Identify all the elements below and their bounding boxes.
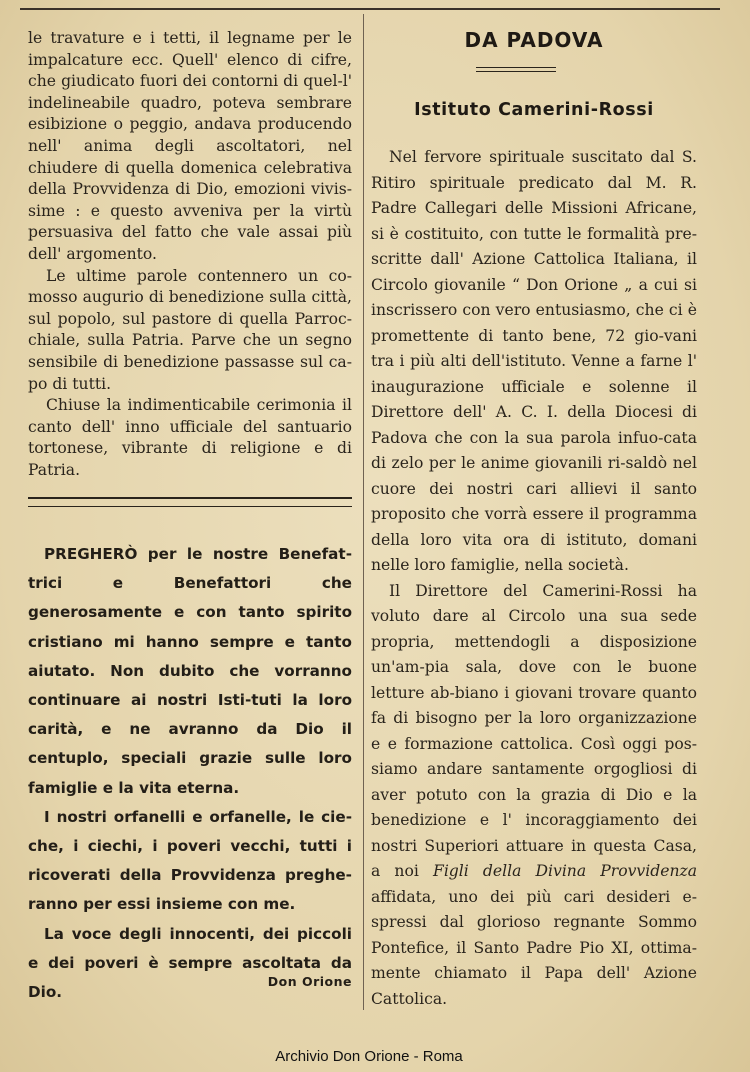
subheading: Istituto Camerini-Rossi xyxy=(414,100,654,120)
headline: DA PADOVA xyxy=(464,28,604,52)
article-paragraph-1: Nel fervore spirituale suscitato dal S. Ritiro spirituale predicato dal M. R. Padre Callegari delle Missioni Africane, si è costituito, con tutte le formalità pre-scritte dall' Azione Cattolica Italiana, il Circolo giovanile “ Don Orione „ a cui si inscrissero con vero entusiasmo, che ci è promettente di tanto bene, 72 gio-vani tra i più alti dell'istituto. Venne a farne l' inaugurazione ufficiale e solenne il Direttore dell' A. C. I. della Diocesi di Padova che con la sua parola infuo-cata di zelo per le anime giovanili ri-saldò nel cuore dei nostri cari allievi il santo proposito che vorrà essere il programma della loro vita ora di istituto, domani nelle loro famiglie, nella società. xyxy=(371,148,697,574)
italic-phrase: Figli della Divina Provvidenza xyxy=(433,862,697,880)
left-paragraph-1: le travature e i tetti, il legname per le impalcature ecc. Quell' elenco di cifre, che giudicato fuori dei contorni di quel-l' indelineabile quadro, poteva sembrare esibizione o peggio, andava producendo nell' anima degli ascoltatori, nel chiudere di quella domenica celebrativa della Provvidenza di Dio, emozioni vivis-sime : e questo avveniva per la virtù persuasiva del fatto che vale assai più dell' argomento. xyxy=(28,29,352,263)
section-separator xyxy=(28,497,352,509)
left-paragraph-3: Chiuse la indimenticabile cerimonia il canto dell' inno ufficiale del santuario tortonese, vibrante di religione e di Patria. xyxy=(28,396,352,479)
headline-rule xyxy=(476,67,556,73)
article-paragraph-2 xyxy=(371,579,697,1013)
article-text: Il Direttore del Camerini-Rossi ha voluto dare al Circolo una sua sede propria, mettendogli a disposizione un'am-pia sala, dove con le buone letture ab-biano i giovani trovare quanto fa di bisogno per la loro organizzazione e e formazione cattolica. Così oggi pos-siamo andare santamente orgogliosi di aver potuto con la grazia di Dio e la benedizione e l' incoraggiamento dei nostri Superiori attuare in questa Casa, a noi xyxy=(371,581,697,880)
top-rule xyxy=(20,8,720,10)
archive-footer: Archivio Don Orione - Roma xyxy=(275,1048,463,1065)
benefactors-appeal xyxy=(28,540,352,1007)
appeal-paragraph-3: La voce degli innocenti, dei piccoli e dei poveri è sempre ascoltata da Dio. xyxy=(28,924,352,1002)
left-column-text xyxy=(28,28,352,481)
column-divider xyxy=(363,14,364,1010)
appeal-paragraph-2: I nostri orfanelli e orfanelle, le cie-che, i ciechi, i poveri vecchi, tutti i ricoverati della Provvidenza preghe-ranno per essi insieme con me. xyxy=(28,807,352,914)
signature: Don Orione xyxy=(267,974,352,989)
appeal-paragraph-1: PREGHERÒ per le nostre Benefat-trici e Benefattori che generosamente e con tanto spirito cristiano mi hanno sempre e tanto aiutato. Non dubito che vorranno continuare ai nostri Isti-tuti la loro carità, e ne avranno da Dio il centuplo, speciali grazie sulle loro famiglie e la vita eterna. xyxy=(28,545,352,797)
article-text: affidata, uno dei più cari desideri e-spressi dal glorioso regnante Sommo Pontefice, il Santo Padre Pio XI, ottima-mente chiamato il Papa dell' Azione Cattolica. xyxy=(371,887,697,1008)
article-body xyxy=(371,145,697,1012)
left-paragraph-2: Le ultime parole contennero un co-mosso augurio di benedizione sulla città, sul popolo, sul pastore di quella Parroc-chiale, sulla Patria. Parve che un segno sensibile di benedizione passasse sul ca-po di tutti. xyxy=(28,266,352,393)
